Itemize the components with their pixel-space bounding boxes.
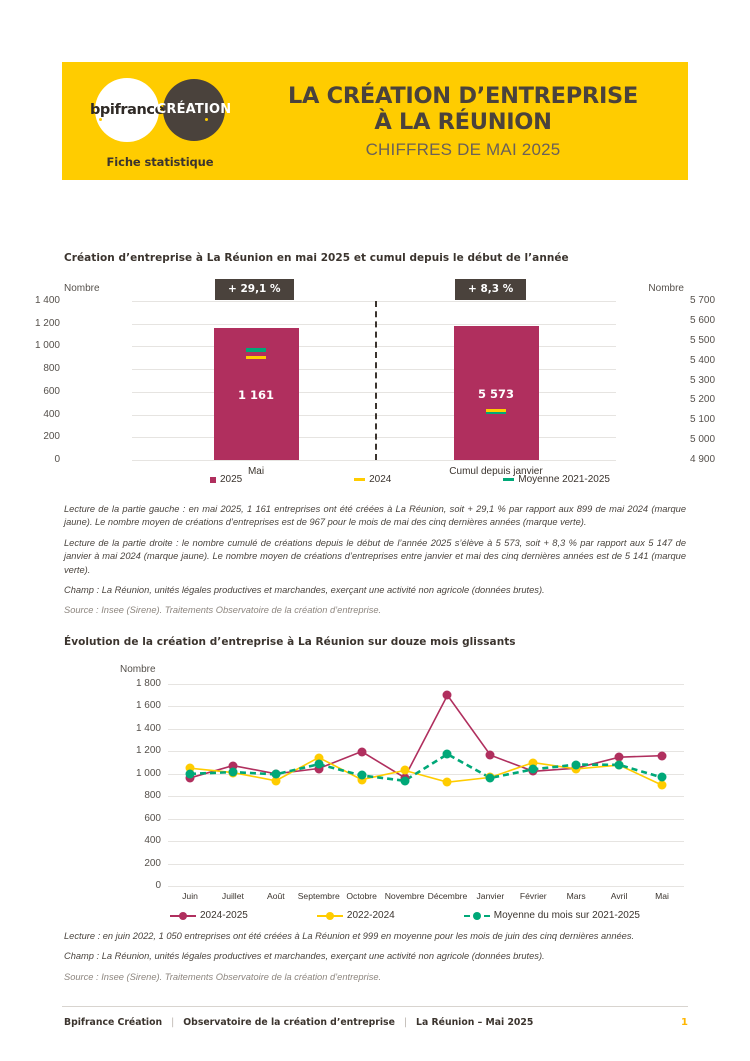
page-footer xyxy=(64,1017,688,1028)
header-logo-block xyxy=(62,62,258,180)
chart2-data-point xyxy=(443,750,452,759)
chart2-xtick: Mars xyxy=(566,891,586,901)
chart1-legend-item-moyenne xyxy=(503,474,610,485)
chart2-xtick: Janvier xyxy=(476,891,505,901)
chart2-xtick: Décembre xyxy=(427,891,468,901)
chart2-data-point xyxy=(186,769,195,778)
chart2-data-point xyxy=(658,751,667,760)
header-title-block xyxy=(258,83,688,160)
chart2-title: Évolution de la création d’entreprise à La Réunion sur douze mois glissants xyxy=(64,636,516,648)
chart2-xtick: Mai xyxy=(655,891,669,901)
chart2-note-champ: Champ : La Réunion, unités légales productives et marchandes, exerçant une activité non agricole (données brutes). xyxy=(64,951,545,962)
chart2-ytick: 200 xyxy=(144,857,161,869)
footer-separator-1: | xyxy=(171,1017,175,1028)
chart2-ytick: 1 800 xyxy=(135,678,161,689)
chart1-gridline xyxy=(132,392,616,393)
chart1-ytick-right: 5 300 xyxy=(690,374,716,386)
chart2-axis-caption: Nombre xyxy=(120,664,156,675)
chart1-legend-label-1: 2024 xyxy=(369,474,392,485)
chart2-xtick: Septembre xyxy=(297,891,340,901)
chart2-gridline xyxy=(168,886,684,887)
chart1-percent-badge: + 29,1 % xyxy=(215,279,294,300)
legend-swatch-2024-icon xyxy=(354,478,365,481)
chart1-ytick-left: 400 xyxy=(43,408,60,420)
chart2-data-point xyxy=(400,776,409,785)
chart2-data-point xyxy=(357,771,366,780)
chart2-data-point xyxy=(228,768,237,777)
chart1-ytick-right: 5 700 xyxy=(690,295,716,306)
chart1-left-axis-caption: Nombre xyxy=(64,283,100,294)
chart1-xtick: Cumul depuis janvier xyxy=(449,466,543,477)
chart1-bar-value-label: 1 161 xyxy=(237,388,274,403)
chart1-ytick-right: 5 200 xyxy=(690,394,716,406)
chart2-legend-item-1 xyxy=(317,910,395,921)
creation-logo-text: CRÉATION xyxy=(156,102,232,117)
chart2-ytick: 800 xyxy=(144,790,161,802)
chart1-xtick: Mai xyxy=(247,466,265,477)
chart1-right-axis-caption: Nombre xyxy=(648,283,684,294)
chart2-data-point xyxy=(615,760,624,769)
chart2-notes xyxy=(64,930,686,984)
chart1-note-champ: Champ : La Réunion, unités légales productives et marchandes, exerçant une activité non agricole (données brutes). xyxy=(64,585,545,596)
chart2-xtick: Octobre xyxy=(346,891,377,901)
legend-line-moyenne-icon xyxy=(464,910,490,921)
chart1-notes xyxy=(64,503,686,618)
chart1-gridline xyxy=(132,437,616,438)
chart2-ytick: 0 xyxy=(155,880,161,891)
chart2-plot-area xyxy=(135,678,684,901)
chart1-ytick-left: 0 xyxy=(54,454,60,465)
footer-separator-2: | xyxy=(403,1017,408,1028)
chart2-xtick: Avril xyxy=(610,891,628,901)
header-banner xyxy=(62,62,688,180)
chart1-ytick-right: 5 100 xyxy=(690,414,716,426)
chart1-section-divider xyxy=(375,301,377,460)
footer-observatory: Observatoire de la création d’entreprise xyxy=(183,1017,395,1028)
chart1-gridline xyxy=(132,460,616,461)
chart2-xtick: Novembre xyxy=(384,891,425,901)
chart1-ytick-right: 5 500 xyxy=(690,334,716,346)
chart2-note-source: Source : Insee (Sirene). Traitements Observatoire de la création d’entreprise. xyxy=(64,971,382,982)
chart2-data-point xyxy=(314,760,323,769)
chart1-gridline xyxy=(132,301,616,302)
chart2-xtick: Juin xyxy=(182,891,198,901)
chart2-legend xyxy=(170,910,640,921)
bpifrance-logo-icon xyxy=(89,78,165,142)
page-title-line1: LA CRÉATION D’ENTREPRISE xyxy=(288,82,638,109)
page-subtitle: CHIFFRES DE MAI 2025 xyxy=(365,139,561,159)
chart1-legend-label-2: Moyenne 2021-2025 xyxy=(518,474,610,485)
chart1-gridline xyxy=(132,324,616,325)
chart1-note-source: Source : Insee (Sirene). Traitements Observatoire de la création d’entreprise. xyxy=(64,605,382,616)
legend-swatch-moyenne-icon xyxy=(503,478,514,481)
chart1-ytick-left: 800 xyxy=(43,363,60,375)
chart2-data-point xyxy=(486,773,495,782)
chart1-ytick-left: 600 xyxy=(43,385,60,397)
chart1-marker-2024 xyxy=(486,409,506,413)
footer-page-number: 1 xyxy=(681,1017,688,1028)
chart2-legend-label-2: Moyenne du mois sur 2021-2025 xyxy=(493,910,640,921)
chart1-legend-label-0: 2025 xyxy=(220,474,243,485)
chart2-series-line xyxy=(190,695,662,778)
chart1-gridline xyxy=(132,346,616,347)
chart2-ytick: 600 xyxy=(144,812,161,824)
chart2-note-lecture: Lecture : en juin 2022, 1 050 entreprises ont été créées à La Réunion et 999 en moyenne pour les mois de juin des cinq dernières années. xyxy=(64,931,635,941)
chart2-xtick: Juillet xyxy=(221,891,244,901)
chart2-data-point xyxy=(271,770,280,779)
chart1-ytick-right: 4 900 xyxy=(690,454,716,465)
chart1-legend-item-2024 xyxy=(354,474,391,485)
chart1-gridline xyxy=(132,369,616,370)
chart2-data-point xyxy=(443,778,452,787)
chart1-bar-value-label: 5 573 xyxy=(477,387,514,402)
chart1-ytick-left: 1 000 xyxy=(34,340,60,352)
chart1-ytick-left: 1 200 xyxy=(34,317,60,329)
chart2-data-point xyxy=(357,747,366,756)
bpifrance-logo-text: bpifrance xyxy=(89,101,165,118)
chart1-gridline xyxy=(132,415,616,416)
chart1-ytick-left: 1 400 xyxy=(34,295,60,306)
bar-chart-monthly-cumulative xyxy=(34,280,716,492)
chart2-data-point xyxy=(486,751,495,760)
chart2-ytick: 1 600 xyxy=(135,700,161,712)
chart1-note-lecture-gauche: Lecture de la partie gauche : en mai 2025, 1 161 entreprises ont été créées à La Réunion, soit + 29,1 % par rapport aux 899 de mai 2024 (marque jaune). Le nombre moyen de créations d’entreprises est de 967 pour le mois de mai des cinq dernières années (marque verte). xyxy=(64,504,686,528)
chart2-legend-item-0 xyxy=(170,910,248,921)
chart2-legend-item-2 xyxy=(464,910,640,921)
chart2-data-point xyxy=(443,691,452,700)
chart2-data-point xyxy=(572,760,581,769)
chart1-marker-moyenne xyxy=(246,348,266,352)
chart1-legend-item-2025 xyxy=(210,474,242,485)
creation-logo-icon xyxy=(156,79,232,141)
chart2-ytick: 1 400 xyxy=(135,722,161,734)
legend-line-2022-2024-icon xyxy=(317,910,343,921)
page-title-line2: À LA RÉUNION xyxy=(374,108,552,135)
chart1-ytick-right: 5 600 xyxy=(690,314,716,326)
chart2-data-point xyxy=(400,766,409,775)
legend-line-2024-2025-icon xyxy=(170,910,196,921)
fiche-statistique-label: Fiche statistique xyxy=(106,154,214,169)
chart1-note-lecture-droite: Lecture de la partie droite : le nombre cumulé de créations depuis le début de l’année 2025 s’élève à 5 573, soit + 8,3 % par rapport aux 5 147 de janvier à mai 2024 (marque jaune). Le nombre moyen de créations d’entreprises entre janvier et mai des cinq dernières années est de 5 141 (marque verte). xyxy=(64,537,686,575)
chart1-title: Création d’entreprise à La Réunion en mai 2025 et cumul depuis le début de l’année xyxy=(64,252,569,264)
chart1-legend xyxy=(210,474,610,485)
chart2-ytick: 1 200 xyxy=(135,745,161,757)
chart1-ytick-left: 200 xyxy=(43,431,60,443)
chart1-percent-badge: + 8,3 % xyxy=(455,279,526,300)
chart2-xtick: Février xyxy=(519,891,547,901)
footer-region-date: La Réunion – Mai 2025 xyxy=(416,1017,534,1028)
footer-divider xyxy=(62,1006,688,1007)
chart2-data-point xyxy=(658,773,667,782)
chart2-data-point xyxy=(529,765,538,774)
chart1-ytick-right: 5 000 xyxy=(690,434,716,446)
logo-row xyxy=(89,78,232,142)
chart2-legend-label-0: 2024-2025 xyxy=(200,910,248,921)
chart2-xtick: Août xyxy=(266,891,285,901)
chart1-ytick-right: 5 400 xyxy=(690,354,716,366)
chart2-legend-label-1: 2022-2024 xyxy=(346,910,395,921)
chart2-ytick: 400 xyxy=(144,835,161,847)
chart1-marker-2024 xyxy=(246,356,266,360)
line-chart-twelve-months xyxy=(64,660,684,920)
chart2-lines xyxy=(168,684,684,886)
chart2-ytick: 1 000 xyxy=(135,767,161,779)
footer-brand: Bpifrance Création xyxy=(64,1017,163,1028)
legend-swatch-2025-icon xyxy=(210,477,216,483)
